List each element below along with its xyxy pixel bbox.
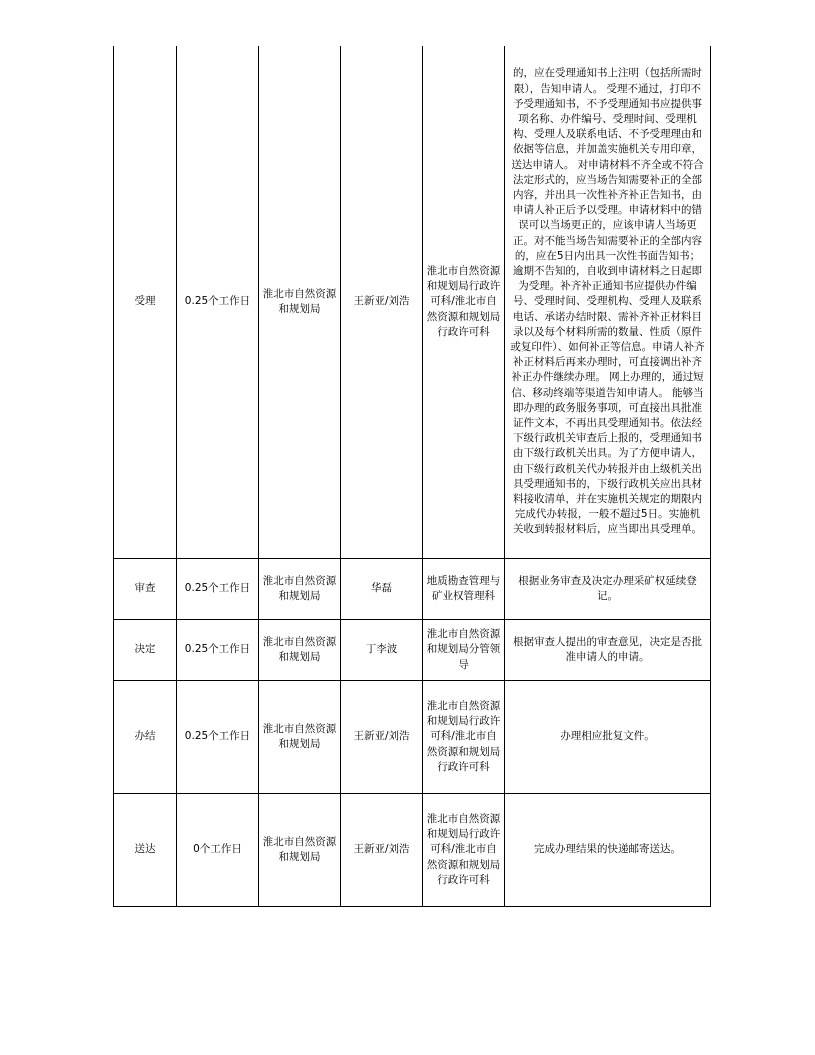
- person-cell: 王新亚/刘浩: [341, 794, 423, 907]
- table-row: [114, 46, 711, 559]
- person-cell: 王新亚/刘浩: [341, 46, 423, 559]
- step-cell: 审查: [114, 559, 177, 620]
- step-cell: 决定: [114, 620, 177, 681]
- description-cell: 根据业务审查及决定办理采矿权延续登记。: [505, 559, 711, 620]
- dept-cell: 淮北市自然资源和规划局行政许可科/淮北市自然资源和规划局行政许可科: [423, 794, 505, 907]
- dept-cell: 地质勘查管理与矿业权管理科: [423, 559, 505, 620]
- person-cell: 华磊: [341, 559, 423, 620]
- description-cell: 根据审查人提出的审查意见，决定是否批准申请人的申请。: [505, 620, 711, 681]
- table-row: [114, 794, 711, 907]
- org-cell: 淮北市自然资源和规划局: [259, 681, 341, 794]
- person-cell: 王新亚/刘浩: [341, 681, 423, 794]
- org-cell: 淮北市自然资源和规划局: [259, 794, 341, 907]
- description-cell: 办理相应批复文件。: [505, 681, 711, 794]
- step-cell: 受理: [114, 46, 177, 559]
- step-cell: 送达: [114, 794, 177, 907]
- org-cell: 淮北市自然资源和规划局: [259, 559, 341, 620]
- dept-cell: 淮北市自然资源和规划局行政许可科/淮北市自然资源和规划局行政许可科: [423, 46, 505, 559]
- dept-cell: 淮北市自然资源和规划局分管领导: [423, 620, 505, 681]
- description-cell: 完成办理结果的快递邮寄送达。: [505, 794, 711, 907]
- time-limit-cell: 0.25个工作日: [177, 681, 259, 794]
- table-row: [114, 620, 711, 681]
- time-limit-cell: 0.25个工作日: [177, 620, 259, 681]
- person-cell: 丁李波: [341, 620, 423, 681]
- time-limit-cell: 0个工作日: [177, 794, 259, 907]
- table-row: [114, 559, 711, 620]
- time-limit-cell: 0.25个工作日: [177, 559, 259, 620]
- time-limit-cell: 0.25个工作日: [177, 46, 259, 559]
- org-cell: 淮北市自然资源和规划局: [259, 46, 341, 559]
- dept-cell: 淮北市自然资源和规划局行政许可科/淮北市自然资源和规划局行政许可科: [423, 681, 505, 794]
- step-cell: 办结: [114, 681, 177, 794]
- process-table: [113, 46, 711, 907]
- description-cell: 的，应在受理通知书上注明（包括所需时限），告知申请人。 受理不通过，打印不予受理通知书，不予受理通知书应提供事项名称、办件编号、受理时间、受理机构、受理人及联系电话、不予受理理由和依据等信息，并加盖实施机关专用印章，送达申请人。 对申请材料不齐全或不符合法定形式的，应当场告知需要补正的全部内容，并出具一次性补齐补正告知书，由申请人补正后予以受理。申请材料中的错误可以当场更正的，应该申请人当场更正。对不能当场告知需要补正的全部内容的，应在5日内出具一次性书面告知书；逾期不告知的，自收到申请材料之日起即为受理。补齐补正通知书应提供办件编号、受理时间、受理机构、受理人及联系电话、承诺办结时限、需补齐补正材料目录以及每个材料所需的数量、性质（原件或复印件）、如何补正等信息。申请人补齐补正材料后再来办理时，可直接调出补齐补正办件继续办理。 网上办理的，通过短信、移动终端等渠道告知申请人。 能够当即办理的政务服务事项，可直接出具批准证件文本，不再出具受理通知书。依法经下级行政机关审查后上报的，受理通知书由下级行政机关出具。为了方便申请人，由下级行政机关代办转报并由上级机关出具受理通知书的，下级行政机关应出具材料接收清单，并在实施机关规定的期限内完成代办转报，一般不超过5日。实施机关收到转报材料后，应当即出具受理单。: [505, 46, 711, 559]
- org-cell: 淮北市自然资源和规划局: [259, 620, 341, 681]
- table-row: [114, 681, 711, 794]
